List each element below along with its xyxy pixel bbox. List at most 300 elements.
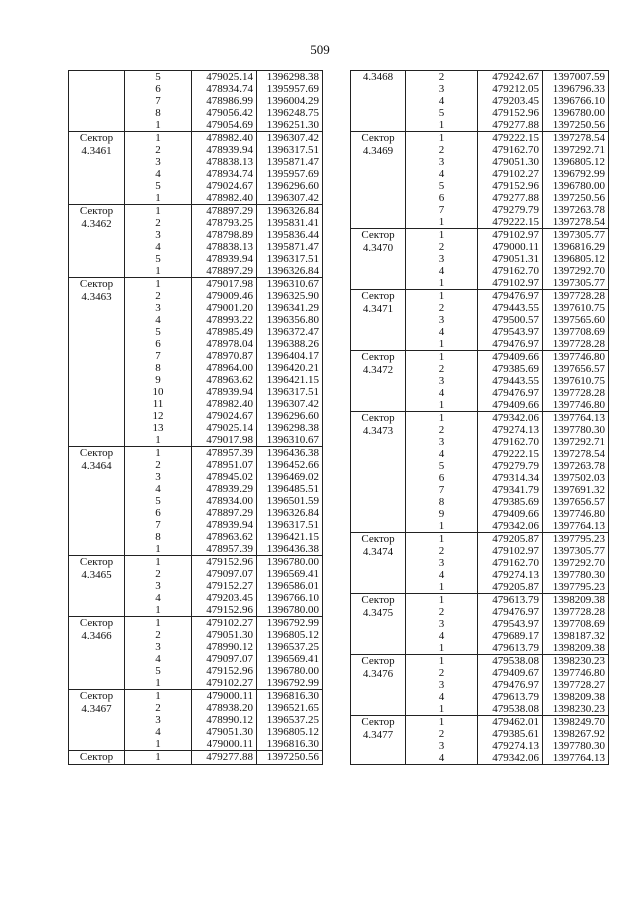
- coordinate-y: 1396372.47: [257, 326, 323, 338]
- coordinate-x: 479203.45: [192, 592, 257, 604]
- point-number: 1: [125, 447, 192, 460]
- point-number: 3: [406, 83, 478, 95]
- sector-cell: [69, 278, 125, 447]
- point-number: 4: [406, 630, 478, 642]
- point-number: 1: [125, 434, 192, 447]
- coordinate-x: 479162.70: [478, 144, 543, 156]
- coordinate-y: 1397746.80: [543, 508, 609, 520]
- coordinate-x: 479102.27: [478, 168, 543, 180]
- coordinate-x: 478897.29: [192, 265, 257, 278]
- point-number: 4: [125, 483, 192, 495]
- sector-cell: [351, 71, 406, 132]
- point-number: 1: [406, 338, 478, 351]
- table-row: [69, 690, 323, 703]
- coordinate-x: 479212.05: [478, 83, 543, 95]
- coordinate-y: 1396805.12: [257, 629, 323, 641]
- coordinate-x: 478798.89: [192, 229, 257, 241]
- sector-cell: [351, 655, 406, 716]
- point-number: 5: [406, 107, 478, 119]
- coordinate-x: 479538.08: [478, 655, 543, 668]
- point-number: 1: [406, 351, 478, 364]
- coordinate-y: 1397780.30: [543, 569, 609, 581]
- point-number: 2: [125, 217, 192, 229]
- coordinate-y: 1398230.23: [543, 703, 609, 716]
- point-number: 1: [406, 581, 478, 594]
- coordinate-y: 1398209.38: [543, 642, 609, 655]
- sector-cell: [351, 229, 406, 290]
- sector-label: Сектор: [79, 751, 114, 763]
- sector-label: Сектор: [79, 447, 114, 459]
- sector-label: 4.3471: [362, 302, 394, 315]
- coordinate-y: 1396421.15: [257, 531, 323, 543]
- coordinate-x: 479025.14: [192, 71, 257, 84]
- coordinate-x: 478897.29: [192, 507, 257, 519]
- coordinate-y: 1396388.26: [257, 338, 323, 350]
- coordinate-x: 479205.87: [478, 533, 543, 546]
- coordinate-y: 1396317.51: [257, 519, 323, 531]
- point-number: 1: [125, 617, 192, 630]
- point-number: 3: [406, 679, 478, 691]
- point-number: 1: [406, 655, 478, 668]
- coordinate-y: 1395871.47: [257, 156, 323, 168]
- coordinate-y: 1397250.56: [543, 192, 609, 204]
- sector-label: 4.3463: [81, 290, 112, 303]
- sector-cell: [69, 617, 125, 690]
- coordinate-y: 1396816.30: [257, 690, 323, 703]
- coordinate-y: 1397728.28: [543, 290, 609, 303]
- coordinate-y: 1397795.23: [543, 533, 609, 546]
- coordinate-y: 1397780.30: [543, 424, 609, 436]
- coordinate-x: 479274.13: [478, 424, 543, 436]
- coordinate-x: 478793.25: [192, 217, 257, 229]
- coordinate-y: 1398209.38: [543, 594, 609, 607]
- point-number: 5: [125, 180, 192, 192]
- coordinate-y: 1397263.78: [543, 460, 609, 472]
- point-number: 3: [406, 375, 478, 387]
- sector-label: 4.3473: [362, 424, 394, 437]
- sector-cell: [69, 132, 125, 205]
- coordinate-y: 1397292.71: [543, 436, 609, 448]
- point-number: 1: [125, 738, 192, 751]
- point-number: 5: [125, 253, 192, 265]
- coordinate-y: 1396404.17: [257, 350, 323, 362]
- coordinate-x: 479613.79: [478, 691, 543, 703]
- coordinate-x: 479443.55: [478, 302, 543, 314]
- point-number: 2: [125, 568, 192, 580]
- point-number: 3: [406, 618, 478, 630]
- coordinate-y: 1395957.69: [257, 83, 323, 95]
- coordinate-x: 479152.96: [192, 665, 257, 677]
- coordinate-x: 479342.06: [478, 752, 543, 765]
- point-number: 3: [406, 314, 478, 326]
- coordinate-y: 1397292.71: [543, 144, 609, 156]
- coordinate-x: 478990.12: [192, 641, 257, 653]
- coordinate-y: 1398209.38: [543, 691, 609, 703]
- coordinate-y: 1396317.51: [257, 386, 323, 398]
- point-number: 1: [406, 533, 478, 546]
- coordinate-x: 479051.30: [478, 156, 543, 168]
- coordinate-x: 479476.97: [478, 290, 543, 303]
- coordinate-x: 479222.15: [478, 216, 543, 229]
- coordinate-x: 478957.39: [192, 447, 257, 460]
- coordinate-x: 479279.79: [478, 204, 543, 216]
- coordinate-y: 1396307.42: [257, 132, 323, 145]
- coordinate-x: 479385.69: [478, 363, 543, 375]
- table-row: [351, 412, 609, 425]
- point-number: 9: [125, 374, 192, 386]
- coordinate-x: 479476.97: [478, 606, 543, 618]
- coordinate-x: 479222.15: [478, 448, 543, 460]
- coordinate-x: 478939.94: [192, 144, 257, 156]
- coordinate-x: 479102.97: [478, 545, 543, 557]
- point-number: 2: [406, 363, 478, 375]
- coordinate-y: 1396796.33: [543, 83, 609, 95]
- coordinate-y: 1397746.80: [543, 667, 609, 679]
- point-number: 1: [125, 677, 192, 690]
- coordinate-y: 1396341.29: [257, 302, 323, 314]
- coordinate-x: 479443.55: [478, 375, 543, 387]
- point-number: 5: [125, 326, 192, 338]
- coordinate-x: 479543.97: [478, 618, 543, 630]
- coordinate-y: 1396485.51: [257, 483, 323, 495]
- coordinate-y: 1397728.28: [543, 338, 609, 351]
- coordinate-x: 479409.66: [478, 351, 543, 364]
- coordinate-y: 1396792.99: [543, 168, 609, 180]
- coordinate-x: 479152.96: [192, 604, 257, 617]
- coordinate-y: 1396780.00: [543, 180, 609, 192]
- sector-cell: [351, 132, 406, 229]
- coordinate-y: 1396816.29: [543, 241, 609, 253]
- point-number: 1: [125, 604, 192, 617]
- coordinate-x: 478838.13: [192, 156, 257, 168]
- point-number: 7: [125, 350, 192, 362]
- sector-cell: [69, 447, 125, 556]
- table-row: [69, 71, 323, 84]
- sector-cell: [69, 205, 125, 278]
- coordinate-y: 1396780.00: [257, 604, 323, 617]
- sector-label: 4.3465: [81, 568, 112, 581]
- coordinate-x: 478986.99: [192, 95, 257, 107]
- point-number: 1: [406, 412, 478, 425]
- coordinate-x: 479242.67: [478, 71, 543, 84]
- point-number: 2: [406, 302, 478, 314]
- sector-label: 4.3469: [362, 144, 394, 157]
- sector-label: Сектор: [361, 716, 395, 728]
- coordinate-y: 1397305.77: [543, 545, 609, 557]
- coordinate-y: 1398230.23: [543, 655, 609, 668]
- point-number: 11: [125, 398, 192, 410]
- point-number: 1: [125, 205, 192, 218]
- point-number: 3: [125, 714, 192, 726]
- coordinate-x: 479102.27: [192, 617, 257, 630]
- point-number: 3: [125, 229, 192, 241]
- coordinate-y: 1396792.99: [257, 617, 323, 630]
- coordinate-y: 1398267.92: [543, 728, 609, 740]
- point-number: 4: [125, 314, 192, 326]
- sector-label: Сектор: [79, 556, 114, 568]
- coordinate-x: 478978.04: [192, 338, 257, 350]
- point-number: 2: [406, 241, 478, 253]
- point-number: 4: [406, 752, 478, 765]
- coordinate-y: 1396326.84: [257, 265, 323, 278]
- coordinate-x: 479385.61: [478, 728, 543, 740]
- coordinate-x: 479025.14: [192, 422, 257, 434]
- coordinate-x: 479543.97: [478, 326, 543, 338]
- coordinate-x: 478951.07: [192, 459, 257, 471]
- point-number: 1: [125, 192, 192, 205]
- point-number: 5: [406, 180, 478, 192]
- point-number: 1: [406, 399, 478, 412]
- point-number: 4: [125, 241, 192, 253]
- point-number: 2: [406, 728, 478, 740]
- point-number: 4: [406, 265, 478, 277]
- point-number: 3: [125, 471, 192, 483]
- point-number: 1: [125, 690, 192, 703]
- coordinate-x: 479314.34: [478, 472, 543, 484]
- point-number: 2: [406, 144, 478, 156]
- coordinate-y: 1397728.28: [543, 387, 609, 399]
- coordinate-y: 1396326.84: [257, 507, 323, 519]
- coordinate-x: 478945.02: [192, 471, 257, 483]
- point-number: 3: [125, 156, 192, 168]
- coordinate-x: 479051.30: [192, 726, 257, 738]
- point-number: 12: [125, 410, 192, 422]
- point-number: 4: [125, 592, 192, 604]
- point-number: 4: [406, 387, 478, 399]
- coordinate-y: 1396780.00: [257, 665, 323, 677]
- coordinate-x: 478897.29: [192, 205, 257, 218]
- coordinate-x: 479205.87: [478, 581, 543, 594]
- point-number: 6: [406, 472, 478, 484]
- point-number: 3: [406, 253, 478, 265]
- coordinate-y: 1396356.80: [257, 314, 323, 326]
- coordinate-y: 1397656.57: [543, 496, 609, 508]
- sector-label: 4.3468: [362, 71, 394, 83]
- coordinate-x: 479462.01: [478, 716, 543, 729]
- coordinate-x: 479538.08: [478, 703, 543, 716]
- sector-cell: [351, 290, 406, 351]
- point-number: 1: [125, 751, 192, 765]
- coordinate-x: 479097.07: [192, 653, 257, 665]
- sector-label: Сектор: [79, 205, 114, 217]
- point-number: 1: [406, 119, 478, 132]
- sector-cell: [351, 533, 406, 594]
- coordinate-x: 479152.27: [192, 580, 257, 592]
- point-number: 4: [406, 326, 478, 338]
- coordinate-y: 1397007.59: [543, 71, 609, 84]
- coordinate-x: 479017.98: [192, 434, 257, 447]
- table-row: [351, 290, 609, 303]
- table-row: [69, 556, 323, 569]
- point-number: 9: [406, 508, 478, 520]
- coordinate-y: 1395831.41: [257, 217, 323, 229]
- point-number: 5: [125, 665, 192, 677]
- coordinate-y: 1397610.75: [543, 302, 609, 314]
- coordinate-y: 1396569.41: [257, 653, 323, 665]
- coordinate-y: 1396317.51: [257, 144, 323, 156]
- point-number: 1: [406, 290, 478, 303]
- coordinate-y: 1396537.25: [257, 714, 323, 726]
- coordinate-y: 1396420.21: [257, 362, 323, 374]
- point-number: 1: [406, 216, 478, 229]
- point-number: 2: [406, 606, 478, 618]
- sector-label: 4.3464: [81, 459, 112, 472]
- point-number: 5: [125, 71, 192, 84]
- point-number: 4: [125, 726, 192, 738]
- coordinate-x: 479102.27: [192, 677, 257, 690]
- table-row: [351, 716, 609, 729]
- coordinate-y: 1396325.90: [257, 290, 323, 302]
- point-number: 8: [125, 362, 192, 374]
- coordinate-y: 1396586.01: [257, 580, 323, 592]
- point-number: 6: [125, 507, 192, 519]
- coordinate-y: 1396792.99: [257, 677, 323, 690]
- coordinate-x: 479409.66: [478, 399, 543, 412]
- point-number: 7: [125, 519, 192, 531]
- coordinate-x: 479279.79: [478, 460, 543, 472]
- coordinate-y: 1397691.32: [543, 484, 609, 496]
- coordinate-y: 1397565.60: [543, 314, 609, 326]
- coordinate-x: 479051.30: [192, 629, 257, 641]
- coordinate-x: 478982.40: [192, 132, 257, 145]
- point-number: 2: [406, 667, 478, 679]
- sector-label: Сектор: [361, 132, 395, 144]
- point-number: 4: [406, 569, 478, 581]
- coordinate-y: 1396248.75: [257, 107, 323, 119]
- coordinate-y: 1397305.77: [543, 277, 609, 290]
- point-number: 8: [406, 496, 478, 508]
- coordinate-x: 478957.39: [192, 543, 257, 556]
- coordinate-y: 1396298.38: [257, 71, 323, 84]
- coordinate-x: 479102.97: [478, 277, 543, 290]
- point-number: 4: [406, 448, 478, 460]
- point-number: 1: [406, 277, 478, 290]
- sector-label: Сектор: [79, 132, 114, 144]
- point-number: 2: [125, 459, 192, 471]
- coordinate-y: 1397305.77: [543, 229, 609, 242]
- coordinate-y: 1397502.03: [543, 472, 609, 484]
- coordinate-x: 479222.15: [478, 132, 543, 145]
- coordinate-y: 1397764.13: [543, 520, 609, 533]
- point-number: 5: [406, 460, 478, 472]
- sector-cell: [69, 556, 125, 617]
- coordinate-y: 1397250.56: [543, 119, 609, 132]
- coordinate-x: 478982.40: [192, 192, 257, 205]
- coordinate-y: 1396307.42: [257, 398, 323, 410]
- sector-cell: [69, 690, 125, 751]
- coordinate-x: 479017.98: [192, 278, 257, 291]
- coordinate-y: 1397656.57: [543, 363, 609, 375]
- coordinate-y: 1397795.23: [543, 581, 609, 594]
- point-number: 6: [125, 338, 192, 350]
- sector-label: 4.3461: [81, 144, 112, 157]
- right-coordinates-table: [350, 70, 609, 765]
- coordinate-x: 479024.67: [192, 410, 257, 422]
- sector-label: 4.3477: [362, 728, 394, 741]
- coordinate-x: 479409.66: [478, 508, 543, 520]
- coordinate-x: 478982.40: [192, 398, 257, 410]
- coordinate-y: 1397746.80: [543, 351, 609, 364]
- table-row: [69, 617, 323, 630]
- table-row: [69, 751, 323, 765]
- point-number: 2: [406, 545, 478, 557]
- coordinate-y: 1395871.47: [257, 241, 323, 253]
- coordinate-y: 1396521.65: [257, 702, 323, 714]
- point-number: 1: [125, 556, 192, 569]
- sector-label: Сектор: [361, 412, 395, 424]
- coordinate-y: 1397250.56: [257, 751, 323, 765]
- coordinate-y: 1395836.44: [257, 229, 323, 241]
- sector-cell: [351, 412, 406, 533]
- point-number: 4: [406, 168, 478, 180]
- coordinate-y: 1397708.69: [543, 326, 609, 338]
- sector-label: Сектор: [79, 278, 114, 290]
- coordinate-y: 1397292.70: [543, 557, 609, 569]
- coordinate-x: 478964.00: [192, 362, 257, 374]
- point-number: 3: [125, 580, 192, 592]
- point-number: 3: [125, 302, 192, 314]
- coordinate-y: 1397764.13: [543, 752, 609, 765]
- coordinate-x: 478990.12: [192, 714, 257, 726]
- point-number: 10: [125, 386, 192, 398]
- coordinate-y: 1397708.69: [543, 618, 609, 630]
- coordinate-x: 479613.79: [478, 642, 543, 655]
- point-number: 3: [406, 156, 478, 168]
- coordinate-x: 479500.57: [478, 314, 543, 326]
- coordinate-y: 1396251.30: [257, 119, 323, 132]
- coordinate-x: 479051.31: [478, 253, 543, 265]
- point-number: 4: [125, 168, 192, 180]
- coordinate-y: 1397263.78: [543, 204, 609, 216]
- point-number: 1: [125, 132, 192, 145]
- coordinate-y: 1397780.30: [543, 740, 609, 752]
- coordinate-y: 1397278.54: [543, 216, 609, 229]
- coordinate-x: 479274.13: [478, 740, 543, 752]
- coordinate-x: 479277.88: [192, 751, 257, 765]
- coordinate-x: 479152.96: [478, 107, 543, 119]
- coordinate-y: 1397278.54: [543, 132, 609, 145]
- coordinate-x: 478939.94: [192, 253, 257, 265]
- coordinate-x: 479162.70: [478, 265, 543, 277]
- coordinate-y: 1396310.67: [257, 434, 323, 447]
- table-row: [351, 655, 609, 668]
- point-number: 4: [125, 653, 192, 665]
- sector-label: 4.3467: [81, 702, 112, 715]
- coordinate-x: 479277.88: [478, 192, 543, 204]
- sector-label: Сектор: [361, 290, 395, 302]
- coordinate-x: 479162.70: [478, 557, 543, 569]
- coordinate-y: 1396298.38: [257, 422, 323, 434]
- sector-label: Сектор: [361, 229, 395, 241]
- table-row: [351, 132, 609, 145]
- point-number: 6: [406, 192, 478, 204]
- coordinate-x: 478993.22: [192, 314, 257, 326]
- coordinate-x: 479152.96: [478, 180, 543, 192]
- point-number: 1: [125, 119, 192, 132]
- point-number: 7: [406, 484, 478, 496]
- point-number: 1: [406, 703, 478, 716]
- coordinate-x: 479056.42: [192, 107, 257, 119]
- coordinate-y: 1396296.60: [257, 180, 323, 192]
- coordinate-y: 1396452.66: [257, 459, 323, 471]
- point-number: 1: [406, 594, 478, 607]
- point-number: 1: [406, 520, 478, 533]
- sector-cell: [351, 716, 406, 765]
- coordinate-x: 478939.94: [192, 386, 257, 398]
- coordinate-y: 1396310.67: [257, 278, 323, 291]
- coordinate-x: 478838.13: [192, 241, 257, 253]
- coordinate-x: 479203.45: [478, 95, 543, 107]
